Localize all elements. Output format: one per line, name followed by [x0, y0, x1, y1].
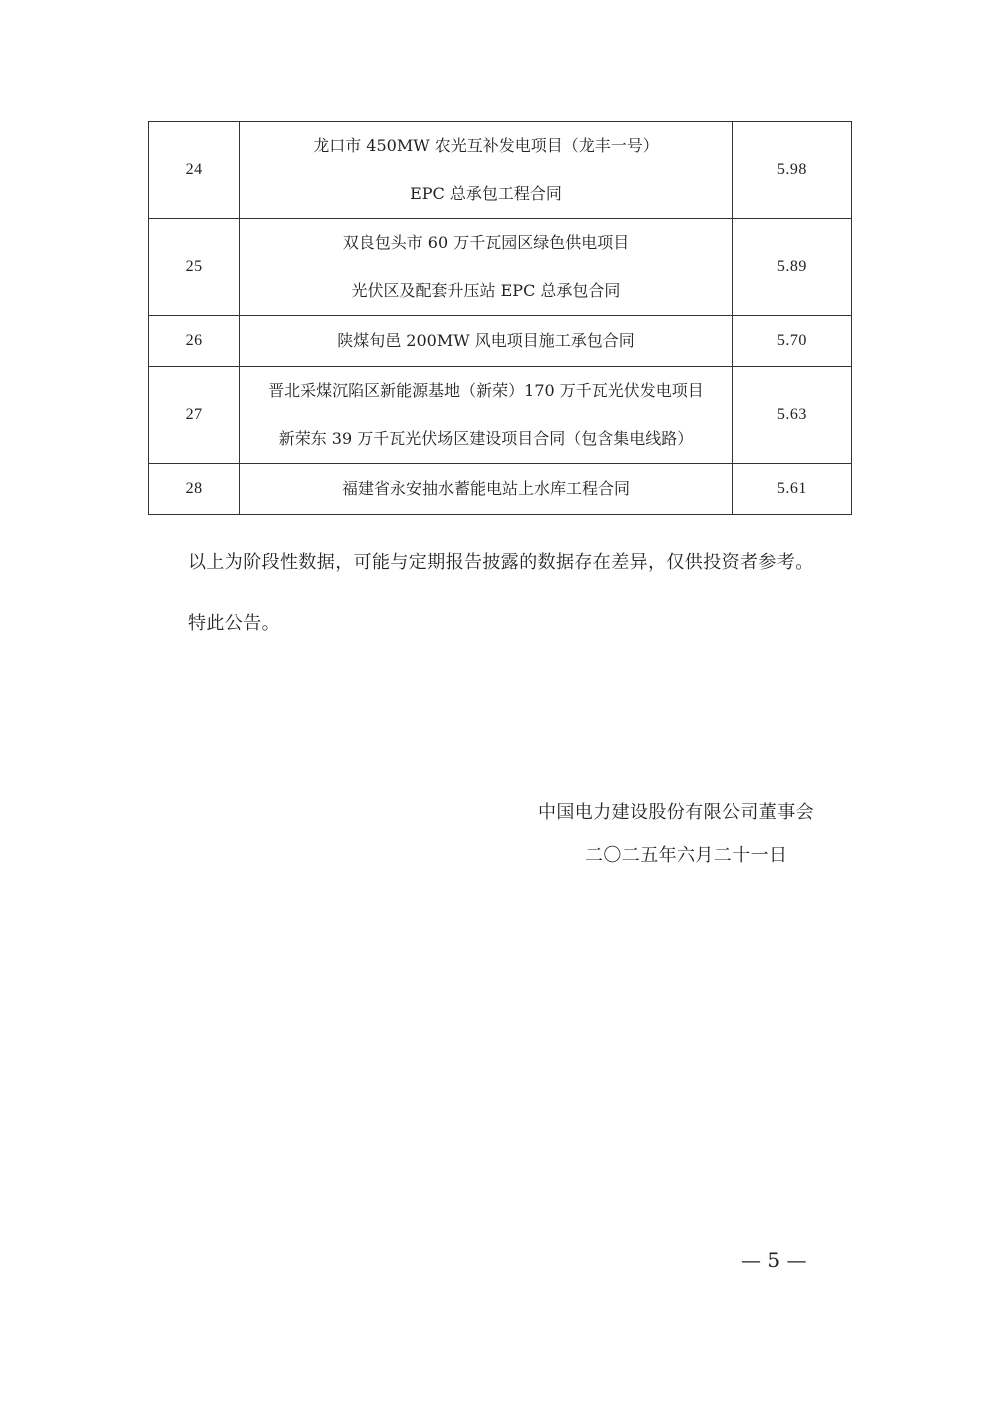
contract-amount-cell: 5.63: [732, 367, 851, 464]
table-row: [149, 122, 852, 219]
contract-name-cell: [240, 316, 733, 367]
row-number-cell: 25: [149, 219, 240, 316]
signature-company: 中国电力建设股份有限公司董事会: [538, 802, 814, 823]
signature-date: 二〇二五年六月二十一日: [585, 845, 788, 866]
contract-name-line: 陕煤旬邑 200MW 风电项目施工承包合同: [337, 331, 635, 350]
page-number: — 5 —: [741, 1248, 807, 1272]
contract-name-cell: [240, 464, 733, 515]
contract-amount-cell: 5.61: [732, 464, 851, 515]
contract-name-cell: [240, 367, 733, 464]
contract-name-line: 晋北采煤沉陷区新能源基地（新荣）170 万千瓦光伏发电项目: [268, 381, 704, 400]
row-number-cell: 27: [149, 367, 240, 464]
contract-name-line: 双良包头市 60 万千瓦园区绿色供电项目: [342, 233, 630, 252]
contract-amount-cell: 5.89: [732, 219, 851, 316]
contract-amount-cell: 5.70: [732, 316, 851, 367]
contract-name-line: 新荣东 39 万千瓦光伏场区建设项目合同（包含集电线路）: [278, 429, 694, 448]
row-number-cell: 26: [149, 316, 240, 367]
table-row: [149, 219, 852, 316]
contract-name-line: 光伏区及配套升压站 EPC 总承包合同: [351, 281, 621, 300]
contract-amount-cell: 5.98: [732, 122, 851, 219]
disclaimer-paragraph: 以上为阶段性数据，可能与定期报告披露的数据存在差异，仅供投资者参考。: [188, 552, 814, 573]
table-row: [149, 367, 852, 464]
row-number-cell: 24: [149, 122, 240, 219]
table-row: [149, 464, 852, 515]
contract-name-cell: [240, 122, 733, 219]
contracts-table: [148, 121, 852, 515]
row-number-cell: 28: [149, 464, 240, 515]
contract-name-cell: [240, 219, 733, 316]
table-row: [149, 316, 852, 367]
contract-name-line: 福建省永安抽水蓄能电站上水库工程合同: [341, 479, 630, 498]
closing-paragraph: 特此公告。: [188, 613, 280, 634]
contract-name-line: EPC 总承包工程合同: [410, 184, 562, 203]
contract-name-line: 龙口市 450MW 农光互补发电项目（龙丰一号）: [313, 136, 659, 155]
